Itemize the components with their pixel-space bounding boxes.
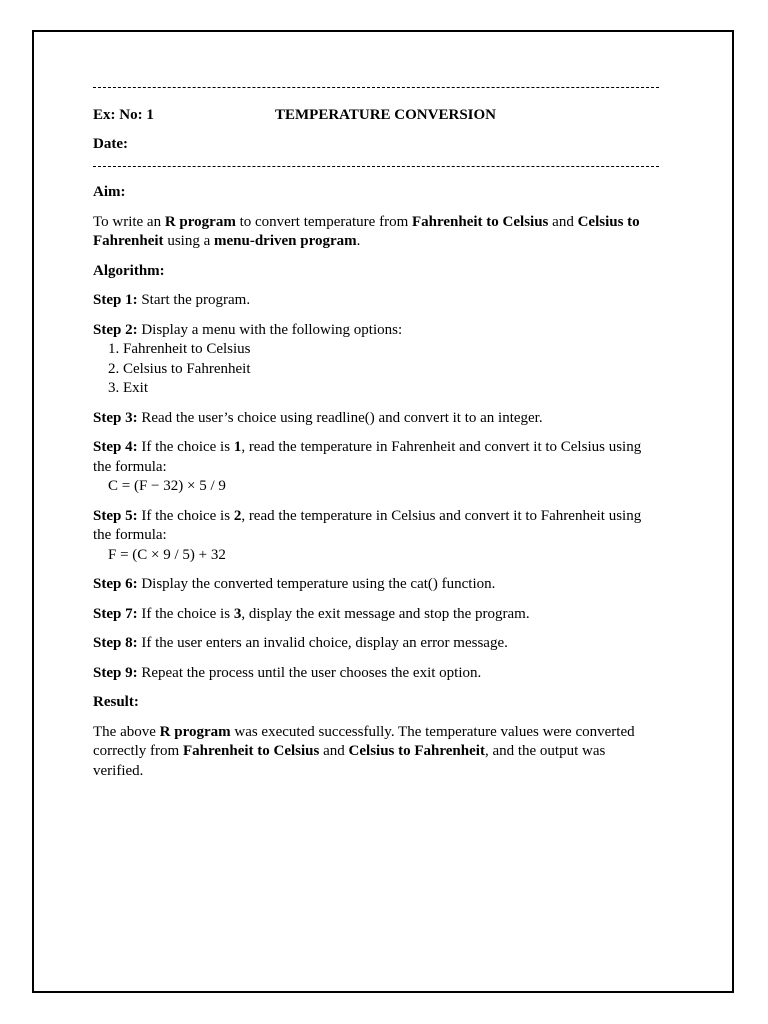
result-bold-text: Fahrenheit to Celsius [182,743,320,759]
menu-option: 2. Celsius to Fahrenheit [108,360,251,377]
aim-bold-text: Celsius to Fahrenheit [93,213,640,249]
step-6 [93,575,659,595]
top-dashed-divider [93,87,659,88]
step-label: Step 2: [93,321,138,338]
aim-bold-text: Fahrenheit to Celsius [412,213,549,230]
aim-text: using a [163,233,214,249]
choice-number: 1 [233,439,242,455]
exercise-number: Ex: No: 1 [93,107,154,123]
step-label: Step 5: [93,507,138,524]
step-5 [93,507,659,566]
menu-option: 1. Fahrenheit to Celsius [108,341,251,357]
step-label: Step 6: [93,576,138,592]
result-bold-text: R program [159,723,231,740]
step-9 [93,664,659,684]
aim-text: and [548,213,578,230]
step-label: Step 9: [93,664,138,681]
step-label: Step 4: [93,439,138,455]
step-text: Display a menu with the following options: [137,321,403,338]
choice-number: 3 [233,605,242,622]
result-text: , and the output was verified. [93,743,606,779]
bottom-dashed-divider [93,166,659,167]
aim-heading: Aim: [93,184,126,200]
step-text: If the choice is [137,605,234,622]
choice-number: 2 [233,507,242,524]
step-text: Display the converted temperature using the cat() function. [137,576,496,592]
step-7 [93,605,659,625]
aim-bold-text: menu-driven program [213,233,357,249]
menu-option: 3. Exit [108,380,148,396]
step-4 [93,438,659,497]
step-text: If the user enters an invalid choice, display an error message. [137,635,508,651]
step-text: , read the temperature in Fahrenheit and convert it to Celsius using the formula: [93,439,642,475]
step-text: , read the temperature in Celsius and convert it to Fahrenheit using the formula: [93,507,642,543]
document-title: TEMPERATURE CONVERSION [275,107,496,123]
step-label: Step 7: [93,605,138,622]
menu-options-list [93,340,659,399]
aim-paragraph [93,213,659,252]
step-label: Step 1: [93,292,138,308]
step-3 [93,409,659,429]
step-text: If the choice is [137,439,234,455]
celsius-formula: C = (F − 32) × 5 / 9 [108,478,226,494]
result-text: was executed successfully. The temperature values were converted correctly from [93,723,635,759]
aim-text: to convert temperature from [235,213,412,230]
step-2 [93,321,659,399]
step-8 [93,634,659,654]
step-text: Repeat the process until the user chooses the exit option. [137,664,482,681]
fahrenheit-formula: F = (C × 9 / 5) + 32 [108,546,226,563]
result-paragraph [93,723,659,782]
step-text: , display the exit message and stop the program. [241,605,530,622]
result-text: The above [93,723,160,740]
aim-text: To write an [93,213,165,230]
date-label: Date: [93,136,128,152]
step-text: Read the user’s choice using readline() and convert it to an integer. [137,409,543,426]
aim-text: . [356,233,361,249]
step-1 [93,291,659,311]
step-text: Start the program. [137,292,251,308]
algorithm-heading: Algorithm: [93,262,165,279]
header-row [93,106,659,125]
result-bold-text: Celsius to Fahrenheit [348,743,485,759]
document-content [93,87,659,791]
result-heading: Result: [93,694,139,710]
step-label: Step 8: [93,635,138,651]
aim-bold-text: R program [164,213,236,230]
step-label: Step 3: [93,409,138,426]
step-text: If the choice is [137,507,234,524]
result-text: and [319,743,349,759]
